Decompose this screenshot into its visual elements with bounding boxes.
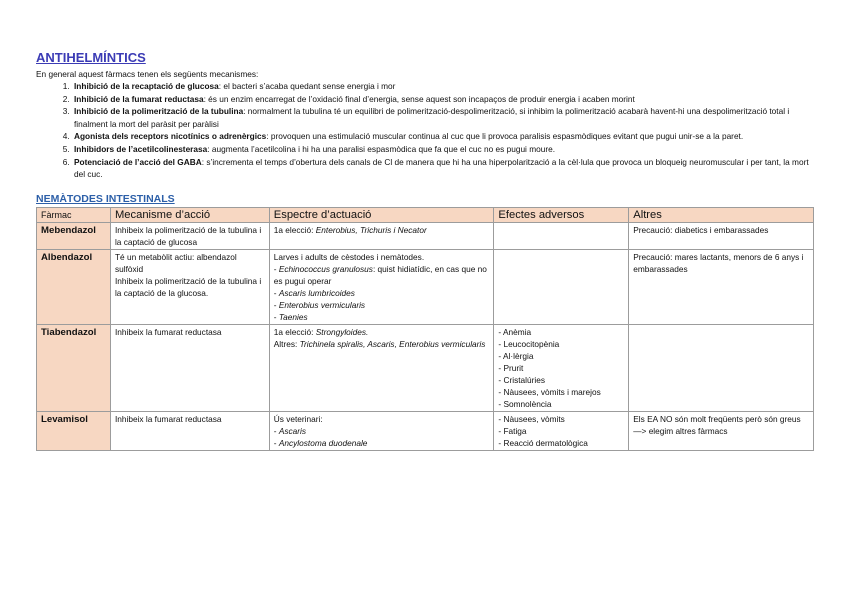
list-item	[72, 93, 816, 106]
cell-line	[274, 338, 491, 350]
cell-text: -	[273, 287, 279, 298]
cell-italic-text: Ancylostoma duodenale	[278, 437, 368, 448]
list-item	[72, 130, 816, 143]
cell-italic-text: Echinococcus granulosus	[278, 263, 373, 274]
cell-line: Larves i adults de cèstodes i nemàtodes.	[273, 251, 425, 262]
table-row	[37, 249, 814, 324]
list-item	[72, 156, 816, 181]
cell-line	[274, 224, 491, 236]
mechanism-desc: : s’incrementa el temps d’obertura dels canals de Cl de manera que hi ha una hiperpolarització a la cèl·lula que provoca un bloqueig neuromuscular i per tant, la mort del cuc.	[74, 156, 809, 180]
cell-line: Inhibeix la fumarat reductasa	[114, 326, 222, 337]
cell-italic-text: Ascaris lumbricoides	[278, 287, 355, 298]
cell-line: Els EA NO són molt freqüents però són greus —> elegim altres fàrmacs	[633, 413, 801, 436]
cell-line: Té un metabòlit actiu: albendazol sulfòxid	[114, 251, 237, 274]
adverse-cell	[494, 222, 629, 249]
cell-line: - Al·lèrgia	[498, 350, 534, 361]
other-cell	[629, 324, 814, 411]
mechanism-desc: : el bacteri s’acaba quedant sense energia i mor	[218, 81, 396, 91]
drugs-table	[36, 207, 814, 451]
mechanism-name: Inhibició de la fumarat reductasa	[74, 93, 204, 104]
cell-text: -	[273, 437, 279, 448]
cell-text: : quist hidiatídic, en cas que no es pugui operar	[273, 263, 487, 286]
column-header: Espectre d’actuació	[269, 207, 494, 222]
mechanisms-list	[36, 80, 816, 181]
cell-line	[274, 287, 491, 299]
table-row	[37, 324, 814, 411]
spectrum-cell	[269, 324, 494, 411]
cell-italic-text: Enterobius vermicularis	[278, 299, 366, 310]
cell-line: Precaució: mares lactants, menors de 6 anys i embarassades	[633, 251, 804, 274]
cell-line	[274, 425, 491, 437]
mechanism-name: Inhibidors de l’acetilcolinesterasa	[74, 143, 208, 154]
cell-line: Inhibeix la polimerització de la tubulina i la captació de glucosa	[114, 224, 262, 247]
drug-name: Mebendazol	[37, 222, 111, 249]
list-item	[72, 143, 816, 156]
mechanism-name: Agonista dels receptors nicotínics o adrenèrgics	[74, 131, 267, 142]
other-cell	[629, 249, 814, 324]
mechanism-cell	[110, 249, 269, 324]
cell-text: Altres:	[273, 338, 300, 349]
list-item	[72, 80, 816, 93]
mechanism-desc: : provoquen una estimulació muscular continua al cuc que li provoca paralisis espasmòdiques evitant que pugui unir-se a la paret.	[266, 131, 744, 142]
cell-line: - Nàusees, vòmits i marejos	[498, 386, 601, 397]
column-header: Fàrmac	[37, 207, 111, 222]
column-header: Mecanisme d’acció	[110, 207, 269, 222]
cell-line	[274, 437, 491, 449]
page-title: ANTIHELMÍNTICS	[36, 50, 146, 65]
cell-line: Precaució: diabetics i embarassades	[633, 224, 769, 235]
cell-line: - Cristalúries	[498, 374, 545, 385]
cell-text: -	[273, 311, 279, 322]
adverse-cell	[494, 411, 629, 450]
adverse-cell	[494, 324, 629, 411]
spectrum-cell	[269, 222, 494, 249]
mechanism-name: Inhibició de la recaptació de glucosa	[74, 81, 219, 91]
cell-text: -	[273, 263, 279, 274]
other-cell	[629, 222, 814, 249]
intro-text: En general aquest fàrmacs tenen els següents mecanismes:	[36, 69, 259, 79]
cell-italic-text: Taenies	[278, 311, 308, 322]
cell-line: - Somnolència	[498, 398, 552, 409]
cell-line: - Nàusees, vòmits	[498, 413, 565, 424]
adverse-cell	[494, 249, 629, 324]
cell-line: Ús veterinari:	[273, 413, 323, 424]
cell-line	[274, 263, 491, 287]
cell-line: Inhibeix la polimerització de la tubulina i la captació de la glucosa.	[114, 275, 262, 298]
cell-line	[274, 326, 491, 338]
mechanism-cell	[110, 411, 269, 450]
table-row	[37, 222, 814, 249]
cell-text: 1a elecció:	[273, 326, 316, 337]
drug-name: Albendazol	[37, 249, 111, 324]
table-header-row	[37, 207, 814, 222]
cell-italic-text: Enterobius, Trichuris i Necator	[315, 224, 427, 235]
other-cell	[629, 411, 814, 450]
spectrum-cell	[269, 411, 494, 450]
section-title: NEMÀTODES INTESTINALS	[36, 192, 175, 205]
spectrum-cell	[269, 249, 494, 324]
cell-text: -	[273, 425, 279, 436]
mechanism-desc: : augmenta l’acetilcolina i hi ha una paralisi espasmòdica que fa que el cuc no es pugui moure.	[207, 143, 556, 154]
cell-line	[274, 311, 491, 323]
cell-text: -	[273, 299, 279, 310]
mechanism-desc: : normalment la tubulina té un equilibri de polimerització-despolimerització, si inhibim la polimerització acabarà havent-hi una despolimerització total i finalment la mort del paràsit per paràlisi	[74, 106, 790, 129]
cell-line: - Anèmia	[498, 326, 532, 337]
column-header: Altres	[629, 207, 814, 222]
mechanism-name: Inhibició de la polimerització de la tubulina	[74, 106, 244, 117]
drug-name: Tiabendazol	[37, 324, 111, 411]
cell-line: - Reacció dermatològica	[498, 437, 588, 448]
cell-italic-text: Strongyloides.	[315, 326, 369, 337]
cell-line	[274, 299, 491, 311]
cell-line: - Prurit	[498, 362, 524, 373]
drug-name: Levamisol	[37, 411, 111, 450]
cell-italic-text: Ascaris	[278, 425, 307, 436]
cell-italic-text: Trichinela spiralis, Ascaris, Enterobius vermicularis	[299, 338, 486, 349]
table-row	[37, 411, 814, 450]
mechanism-name: Potenciació de l’acció del GABA	[74, 156, 202, 167]
mechanism-desc: : és un enzim encarregat de l’oxidació final d’energia, sense aquest son incapaços de produir energia i acaben morint	[203, 93, 635, 104]
mechanism-cell	[110, 324, 269, 411]
cell-text: 1a elecció:	[273, 224, 316, 235]
document-page	[36, 50, 816, 451]
cell-line: Inhibeix la fumarat reductasa	[114, 413, 222, 424]
column-header: Efectes adversos	[494, 207, 629, 222]
cell-line: - Fatiga	[498, 425, 527, 436]
cell-line: - Leucocitopènia	[498, 338, 560, 349]
mechanism-cell	[110, 222, 269, 249]
list-item	[72, 105, 816, 130]
